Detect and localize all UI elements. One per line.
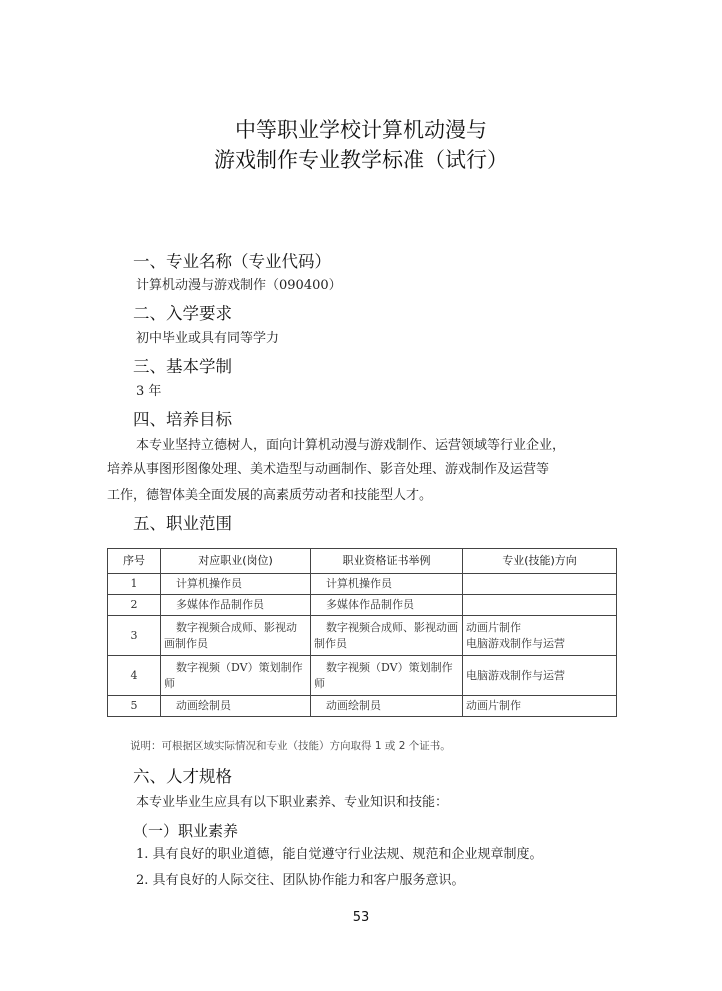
section-4-heading: 四、培养目标 xyxy=(133,410,232,429)
table-header-row xyxy=(108,549,617,574)
table-cell-job: 数字视频（DV）策划制作师 xyxy=(161,656,311,696)
table-cell-certificate: 计算机操作员 xyxy=(311,574,463,595)
table-cell-direction: 电脑游戏制作与运营 xyxy=(463,656,617,696)
section-3-heading: 三、基本学制 xyxy=(133,357,232,376)
section-6-heading: 六、人才规格 xyxy=(133,767,232,786)
table-cell-certificate: 数字视频（DV）策划制作师 xyxy=(311,656,463,696)
section-4-paragraph-line-2: 培养从事图形图像处理、美术造型与动画制作、影音处理、游戏制作及运营等 xyxy=(107,462,550,477)
table-cell-direction xyxy=(463,574,617,595)
table-cell-number: 3 xyxy=(108,616,161,656)
document-title-line-2: 游戏制作专业教学标准（试行） xyxy=(214,148,508,172)
table-cell-direction xyxy=(463,595,617,616)
section-2-text: 初中毕业或具有同等学力 xyxy=(136,331,280,346)
table-cell-certificate: 数字视频合成师、影视动画制作员 xyxy=(311,616,463,656)
section-6-subheading: （一）职业素养 xyxy=(133,822,239,840)
table-header-cell: 职业资格证书举例 xyxy=(311,549,463,574)
table-note: 说明：可根据区域实际情况和专业（技能）方向取得 1 或 2 个证书。 xyxy=(130,740,451,752)
table-cell-certificate: 多媒体作品制作员 xyxy=(311,595,463,616)
direction-line: 电脑游戏制作与运营 xyxy=(466,636,565,650)
direction-line: 动画片制作 xyxy=(466,620,521,634)
section-2-heading: 二、入学要求 xyxy=(133,304,232,323)
section-6-item-1: 1. 具有良好的职业道德，能自觉遵守行业法规、规范和企业规章制度。 xyxy=(136,847,543,862)
table-row xyxy=(108,574,617,595)
section-1-heading: 一、专业名称（专业代码） xyxy=(133,252,331,271)
table-cell-number: 1 xyxy=(108,574,161,595)
table-cell-number: 2 xyxy=(108,595,161,616)
table-row xyxy=(108,595,617,616)
section-5-heading: 五、职业范围 xyxy=(133,514,232,533)
section-6-item-2: 2. 具有良好的人际交往、团队协作能力和客户服务意识。 xyxy=(136,873,465,888)
table-cell-number: 5 xyxy=(108,696,161,717)
section-4-paragraph-line-1: 本专业坚持立德树人，面向计算机动漫与游戏制作、运营领域等行业企业， xyxy=(136,438,566,453)
occupation-table xyxy=(107,548,617,717)
table-header-cell: 序号 xyxy=(108,549,161,574)
table-cell-direction xyxy=(463,616,617,656)
section-4-paragraph-line-3: 工作，德智体美全面发展的高素质劳动者和技能型人才。 xyxy=(107,488,433,503)
table-header-cell: 对应职业(岗位) xyxy=(161,549,311,574)
table-cell-job: 多媒体作品制作员 xyxy=(161,595,311,616)
table-cell-number: 4 xyxy=(108,656,161,696)
table-cell-job: 动画绘制员 xyxy=(161,696,311,717)
table-cell-job: 数字视频合成师、影视动画制作员 xyxy=(161,616,311,656)
table-row xyxy=(108,656,617,696)
section-3-text: 3 年 xyxy=(136,384,162,399)
table-cell-job: 计算机操作员 xyxy=(161,574,311,595)
table-row xyxy=(108,616,617,656)
table-cell-direction: 动画片制作 xyxy=(463,696,617,717)
table-row xyxy=(108,696,617,717)
table-header-cell: 专业(技能)方向 xyxy=(463,549,617,574)
document-title-line-1: 中等职业学校计算机动漫与 xyxy=(235,118,487,142)
section-6-text: 本专业毕业生应具有以下职业素养、专业知识和技能： xyxy=(136,795,449,810)
section-1-text: 计算机动漫与游戏制作（090400） xyxy=(136,278,342,293)
table-cell-certificate: 动画绘制员 xyxy=(311,696,463,717)
page-number: 53 xyxy=(352,910,370,925)
